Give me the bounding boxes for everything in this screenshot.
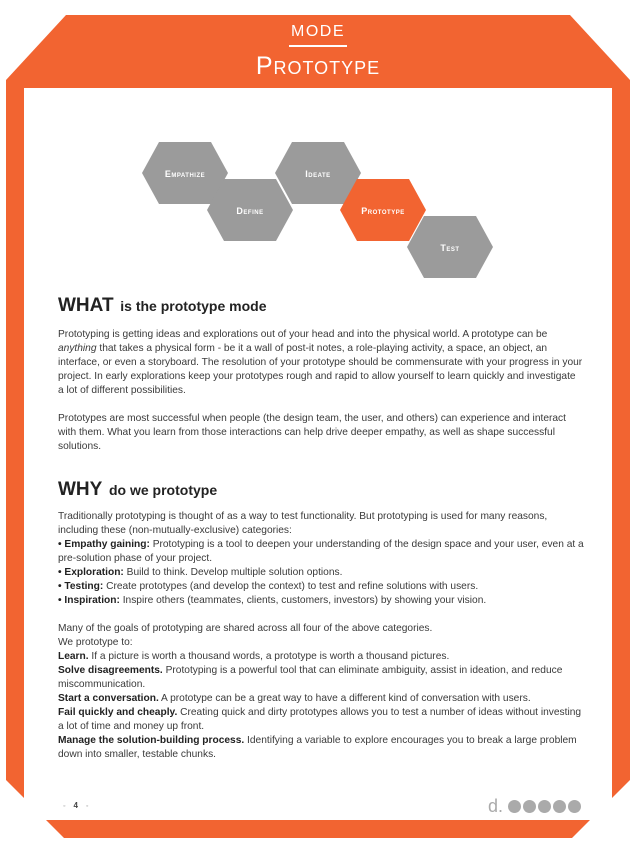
why-intro: Traditionally prototyping is thought of as a way to test functionality. But prototyping is used for many reasons, including these (non-mutually-exclusive) categories: bbox=[58, 511, 548, 536]
main-content bbox=[58, 292, 584, 762]
hex-test bbox=[407, 216, 493, 278]
why-goal: Fail quickly and cheaply. Creating quick and dirty prototypes allows you to test a number of ideas without investing a lot of time and money up front. bbox=[58, 707, 582, 732]
hex-label: Define bbox=[236, 206, 264, 216]
hex-define bbox=[207, 179, 293, 241]
what-heading-text: is the prototype mode bbox=[120, 298, 267, 314]
what-heading-keyword: WHAT bbox=[58, 295, 114, 316]
mode-title: Prototype bbox=[255, 52, 381, 80]
why-bullet: • Inspiration: Inspire others (teammates, clients, customers, investors) by showing your vision. bbox=[58, 595, 487, 606]
why-goal: Solve disagreements. Prototyping is a powerful tool that can eliminate ambiguity, assist in ideation, and reduce miscommunication. bbox=[58, 665, 563, 690]
hex-label: Prototype bbox=[361, 206, 405, 216]
why-bullet: • Exploration: Build to think. Develop multiple solution options. bbox=[58, 567, 343, 578]
what-paragraph-2: Prototypes are most successful when people (the design team, the user, and others) can experience and interact with them. What you learn from those interactions can help drive deeper empathy, as well as shape successful solutions. bbox=[58, 413, 566, 452]
hex-label: Ideate bbox=[305, 169, 331, 179]
why-bullet: • Empathy gaining: Prototyping is a tool to deepen your understanding of the design space and your user, even at a pre-solution phase of your project. bbox=[58, 539, 584, 564]
hex-prototype bbox=[340, 179, 426, 241]
why-goal: Manage the solution-building process. Identifying a variable to explore encourages you to break a large problem down into smaller, testable chunks. bbox=[58, 735, 577, 760]
hex-label: Empathize bbox=[164, 169, 206, 179]
logo-letter: d. bbox=[488, 795, 504, 816]
what-paragraph-1: Prototyping is getting ideas and explorations out of your head and into the physical world. A prototype can be anything that takes a physical form - be it a wall of post-it notes, a role-playing activity, a space, an object, an interface, or even a storyboard. The resolution of your prototype should be commensurate with your progress in your project. In early explorations keep your prototypes rough and rapid to allow yourself to learn quickly and investigate a lot of different possibilities. bbox=[58, 329, 583, 396]
page-number-value: 4 bbox=[73, 801, 81, 810]
logo-circle-icon bbox=[523, 800, 536, 813]
why-we-prototype: We prototype to: bbox=[58, 637, 133, 648]
why-bullet: • Testing: Create prototypes (and develop the context) to test and refine solutions with users. bbox=[58, 581, 479, 592]
logo-circle-icon bbox=[553, 800, 566, 813]
why-heading-keyword: WHY bbox=[58, 479, 103, 500]
what-heading bbox=[58, 292, 584, 318]
why-shared: Many of the goals of prototyping are shared across all four of the above categories. bbox=[58, 623, 433, 634]
header-divider bbox=[289, 45, 347, 47]
why-goal: Learn. If a picture is worth a thousand words, a prototype is worth a thousand pictures. bbox=[58, 651, 450, 662]
page-header bbox=[0, 22, 636, 80]
process-hexagons bbox=[130, 130, 500, 290]
logo-circle-icon bbox=[538, 800, 551, 813]
hex-empathize bbox=[142, 142, 228, 204]
page-number: ◦ 4 ◦ bbox=[63, 801, 92, 810]
hex-label: Test bbox=[440, 243, 460, 253]
why-goal: Start a conversation. A prototype can be a great way to have a different kind of conversation with users. bbox=[58, 693, 531, 704]
dschool-logo bbox=[488, 796, 581, 816]
hex-ideate bbox=[275, 142, 361, 204]
logo-circle-icon bbox=[508, 800, 521, 813]
logo-circle-icon bbox=[568, 800, 581, 813]
why-heading bbox=[58, 476, 584, 502]
why-heading-text: do we prototype bbox=[109, 482, 218, 498]
mode-label: MODE bbox=[291, 23, 345, 40]
